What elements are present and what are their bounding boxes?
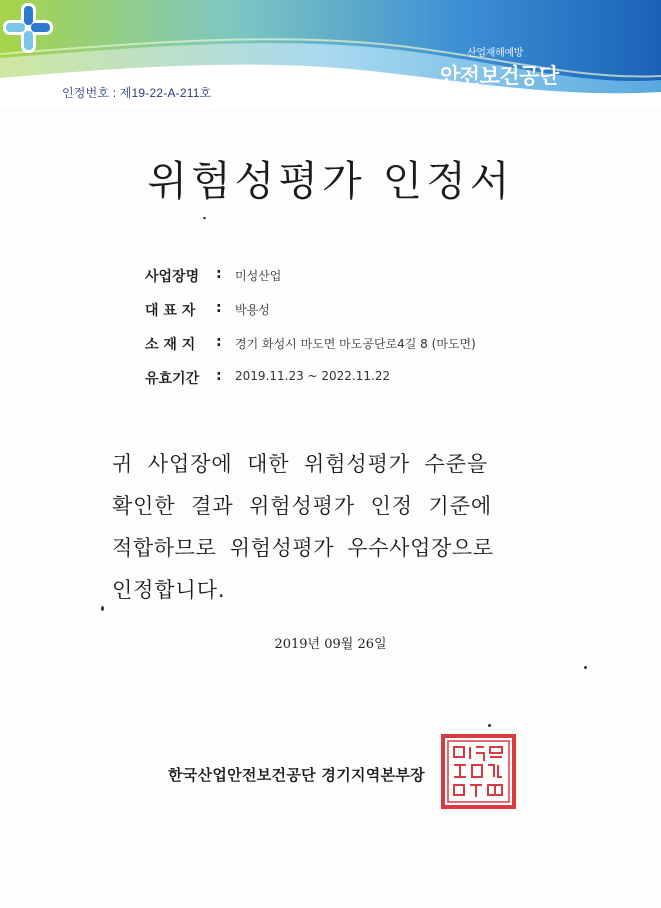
org-name: 안전보건공단 bbox=[440, 64, 559, 88]
statement-line: 확인한 결과 위험성평가 인정 기준에 bbox=[112, 494, 493, 518]
field-value: 2019.11.23 ~ 2022.11.22 bbox=[235, 369, 391, 383]
field-colon: : bbox=[216, 334, 222, 350]
header-band bbox=[0, 0, 661, 108]
issuer-name: 한국산업안전보건공단 경기지역본부장 bbox=[168, 766, 425, 784]
field-colon: : bbox=[216, 368, 222, 384]
field-value: 경기 화성시 마도면 마도공단로4길 8 (마도면) bbox=[235, 337, 476, 351]
scan-speck bbox=[203, 217, 206, 219]
official-seal-stamp bbox=[440, 733, 517, 810]
field-representative bbox=[145, 300, 565, 334]
statement-line: 인정합니다. bbox=[112, 578, 226, 602]
field-value: 박용성 bbox=[235, 303, 270, 317]
certification-statement bbox=[112, 443, 567, 611]
page-title: 위험성평가 인정서 bbox=[147, 157, 514, 205]
field-address bbox=[145, 334, 565, 368]
scan-speck bbox=[488, 724, 491, 727]
issue-date: 2019년 09월 26일 bbox=[274, 637, 387, 652]
field-colon: : bbox=[216, 266, 222, 282]
field-label: 대 표 자 bbox=[145, 303, 196, 319]
field-value: 미성산업 bbox=[235, 269, 282, 283]
field-label: 소 재 지 bbox=[145, 337, 196, 353]
certificate-number: 인정번호 : 제19-22-A-211호 bbox=[62, 86, 212, 100]
statement-line: 귀 사업장에 대한 위험성평가 수준을 bbox=[112, 452, 489, 476]
field-validity-period bbox=[145, 368, 565, 402]
field-label: 사업장명 bbox=[145, 269, 200, 285]
scan-speck bbox=[101, 606, 104, 611]
field-colon: : bbox=[216, 300, 222, 316]
company-info bbox=[145, 266, 565, 402]
kosha-cross-icon bbox=[0, 0, 56, 56]
org-subtitle: 산업재해예방 bbox=[467, 48, 524, 59]
field-label: 유효기간 bbox=[145, 371, 200, 387]
scan-speck bbox=[584, 666, 587, 669]
statement-line: 적합하므로 위험성평가 우수사업장으로 bbox=[112, 536, 494, 560]
field-company-name bbox=[145, 266, 565, 300]
